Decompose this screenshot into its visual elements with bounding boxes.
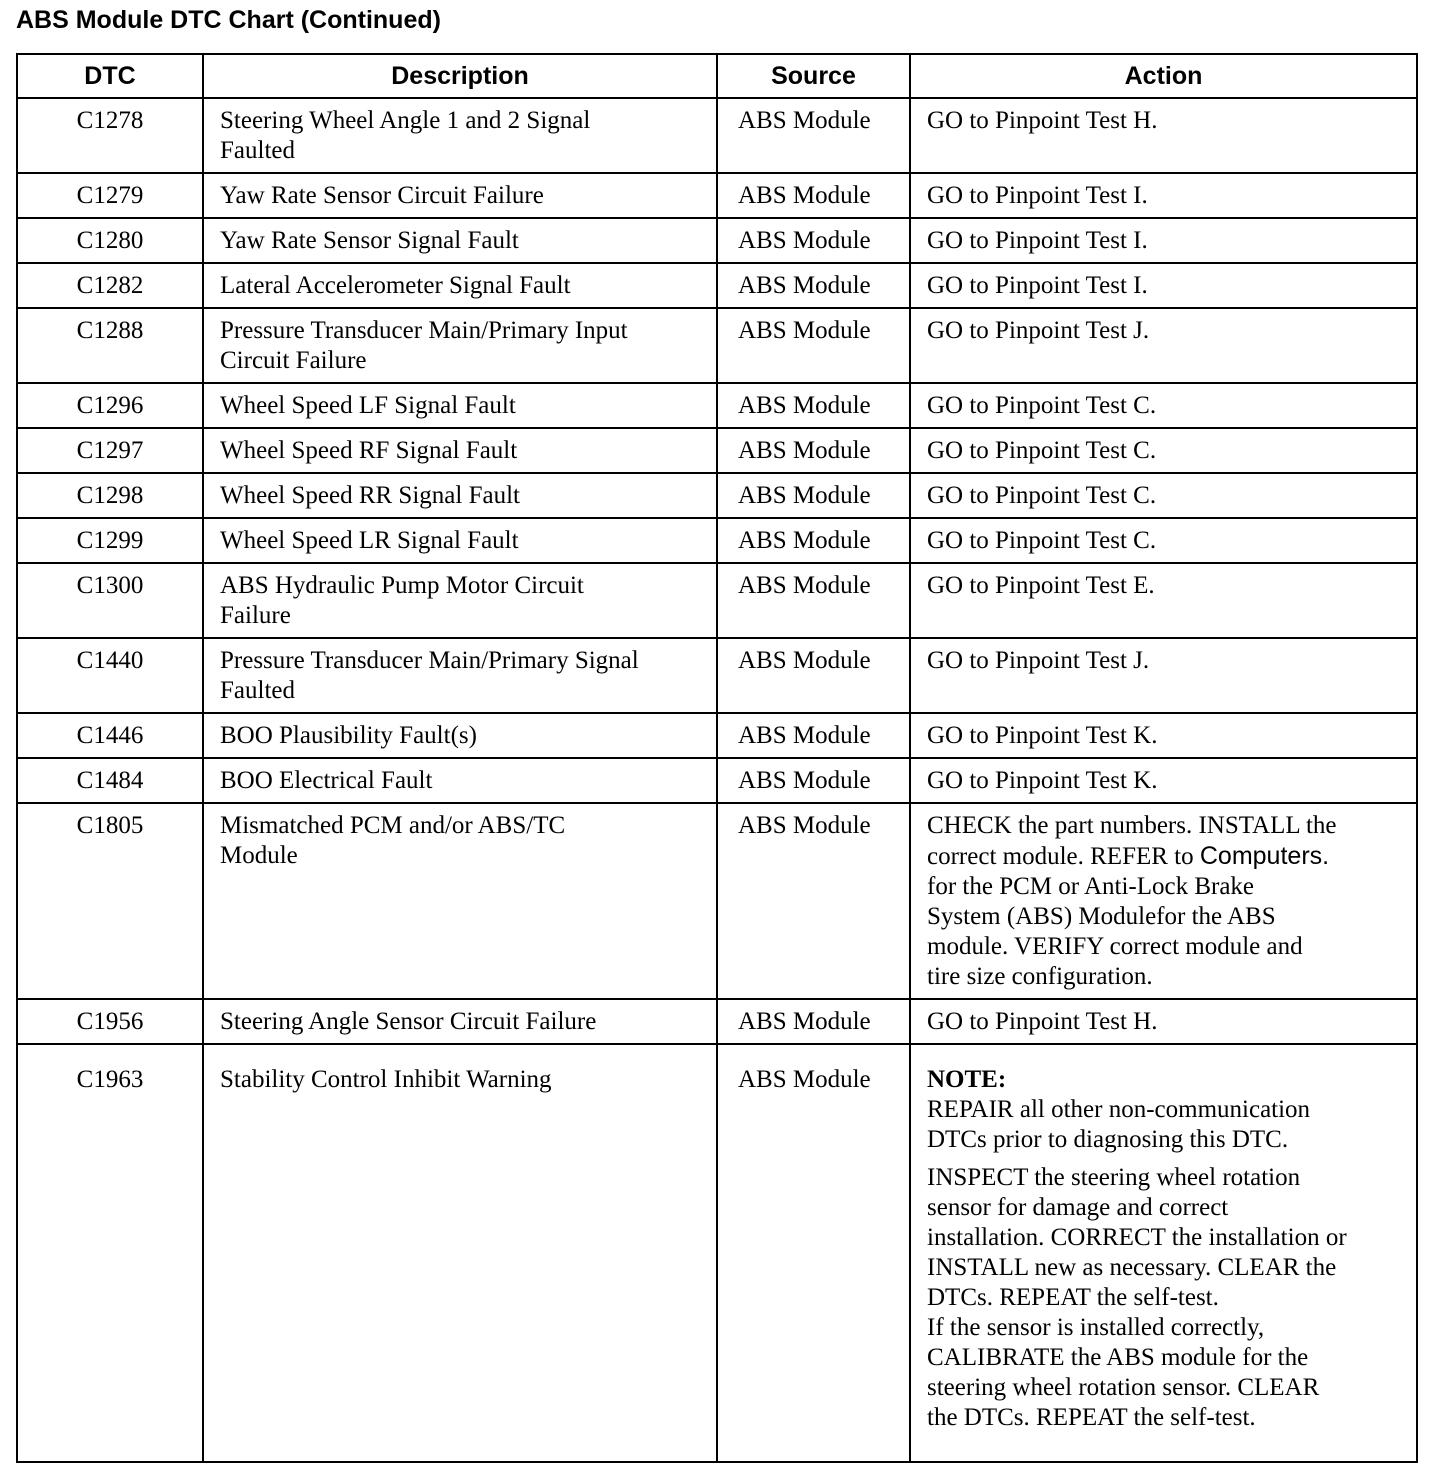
source: ABS Module (717, 563, 910, 638)
dtc-code: C1288 (17, 308, 203, 383)
header-row (17, 54, 1417, 98)
action: GO to Pinpoint Test I. (910, 218, 1417, 263)
description: Yaw Rate Sensor Signal Fault (203, 218, 717, 263)
dtc-code: C1296 (17, 383, 203, 428)
note-text: REPAIR all other non-communication DTCs prior to diagnosing this DTC. (927, 1096, 1311, 1153)
table-row (17, 563, 1417, 638)
action (910, 1044, 1417, 1462)
dtc-code: C1440 (17, 638, 203, 713)
action-text: for the PCM or Anti-Lock Brake System (ABS) Modulefor the ABS module. VERIFY correct module and tire size configuration. (927, 873, 1303, 990)
action: GO to Pinpoint Test J. (910, 638, 1417, 713)
dtc-code: C1299 (17, 518, 203, 563)
action: GO to Pinpoint Test C. (910, 428, 1417, 473)
description: Wheel Speed LF Signal Fault (203, 383, 717, 428)
dtc-code: C1279 (17, 173, 203, 218)
table-row (17, 428, 1417, 473)
description: Stability Control Inhibit Warning (203, 1044, 717, 1462)
table-row (17, 473, 1417, 518)
action-text: CHECK the part numbers. INSTALL the correct module. REFER to (927, 812, 1337, 870)
source: ABS Module (717, 713, 910, 758)
page-title: ABS Module DTC Chart (Continued) (16, 6, 441, 34)
dtc-code: C1963 (17, 1044, 203, 1462)
action: GO to Pinpoint Test E. (910, 563, 1417, 638)
action: GO to Pinpoint Test H. (910, 999, 1417, 1044)
table-row (17, 758, 1417, 803)
source: ABS Module (717, 308, 910, 383)
dtc-code: C1282 (17, 263, 203, 308)
dtc-code: C1300 (17, 563, 203, 638)
table-row (17, 803, 1417, 999)
source: ABS Module (717, 1044, 910, 1462)
description: Yaw Rate Sensor Circuit Failure (203, 173, 717, 218)
source: ABS Module (717, 803, 910, 999)
header-dtc: DTC (17, 54, 203, 98)
action: GO to Pinpoint Test C. (910, 473, 1417, 518)
dtc-code: C1298 (17, 473, 203, 518)
header-description: Description (203, 54, 717, 98)
description: Steering Angle Sensor Circuit Failure (203, 999, 717, 1044)
description: Pressure Transducer Main/Primary Signal Faulted (203, 638, 717, 713)
description: ABS Hydraulic Pump Motor Circuit Failure (203, 563, 717, 638)
action: GO to Pinpoint Test K. (910, 758, 1417, 803)
description: BOO Plausibility Fault(s) (203, 713, 717, 758)
source: ABS Module (717, 758, 910, 803)
description: Wheel Speed RF Signal Fault (203, 428, 717, 473)
description: Mismatched PCM and/or ABS/TC Module (203, 803, 717, 999)
action: GO to Pinpoint Test K. (910, 713, 1417, 758)
source: ABS Module (717, 98, 910, 173)
table-row (17, 518, 1417, 563)
source: ABS Module (717, 473, 910, 518)
table-row (17, 383, 1417, 428)
action-text: INSPECT the steering wheel rotation sensor for damage and correct installation. CORRECT the installation or INSTALL new as necessary. CLEAR the DTCs. REPEAT the self-test. If the sensor is installed correctly, CALIBRATE the ABS module for the steering wheel rotation sensor. CLEAR the DTCs. REPEAT the self-test. (927, 1164, 1347, 1431)
dtc-code: C1805 (17, 803, 203, 999)
header-action: Action (910, 54, 1417, 98)
dtc-code: C1484 (17, 758, 203, 803)
table-row (17, 173, 1417, 218)
dtc-code: C1446 (17, 713, 203, 758)
description: Wheel Speed RR Signal Fault (203, 473, 717, 518)
table-row (17, 1044, 1417, 1462)
note-label: NOTE: (927, 1066, 1007, 1093)
source: ABS Module (717, 999, 910, 1044)
source: ABS Module (717, 428, 910, 473)
action: GO to Pinpoint Test I. (910, 173, 1417, 218)
header-source: Source (717, 54, 910, 98)
table-row (17, 308, 1417, 383)
action: GO to Pinpoint Test I. (910, 263, 1417, 308)
action: GO to Pinpoint Test C. (910, 383, 1417, 428)
action (910, 803, 1417, 999)
action: GO to Pinpoint Test C. (910, 518, 1417, 563)
source: ABS Module (717, 383, 910, 428)
table-row (17, 638, 1417, 713)
description: Steering Wheel Angle 1 and 2 Signal Faulted (203, 98, 717, 173)
source: ABS Module (717, 638, 910, 713)
dtc-code: C1956 (17, 999, 203, 1044)
table-row (17, 218, 1417, 263)
action: GO to Pinpoint Test J. (910, 308, 1417, 383)
computers-link[interactable]: Computers. (1199, 842, 1330, 870)
source: ABS Module (717, 518, 910, 563)
table-row (17, 98, 1417, 173)
table-row (17, 263, 1417, 308)
dtc-code: C1280 (17, 218, 203, 263)
source: ABS Module (717, 173, 910, 218)
source: ABS Module (717, 263, 910, 308)
dtc-code: C1278 (17, 98, 203, 173)
description: BOO Electrical Fault (203, 758, 717, 803)
table-row (17, 999, 1417, 1044)
description: Lateral Accelerometer Signal Fault (203, 263, 717, 308)
dtc-code: C1297 (17, 428, 203, 473)
source: ABS Module (717, 218, 910, 263)
table-row (17, 713, 1417, 758)
action: GO to Pinpoint Test H. (910, 98, 1417, 173)
description: Wheel Speed LR Signal Fault (203, 518, 717, 563)
dtc-table (16, 53, 1418, 1463)
description: Pressure Transducer Main/Primary Input Circuit Failure (203, 308, 717, 383)
